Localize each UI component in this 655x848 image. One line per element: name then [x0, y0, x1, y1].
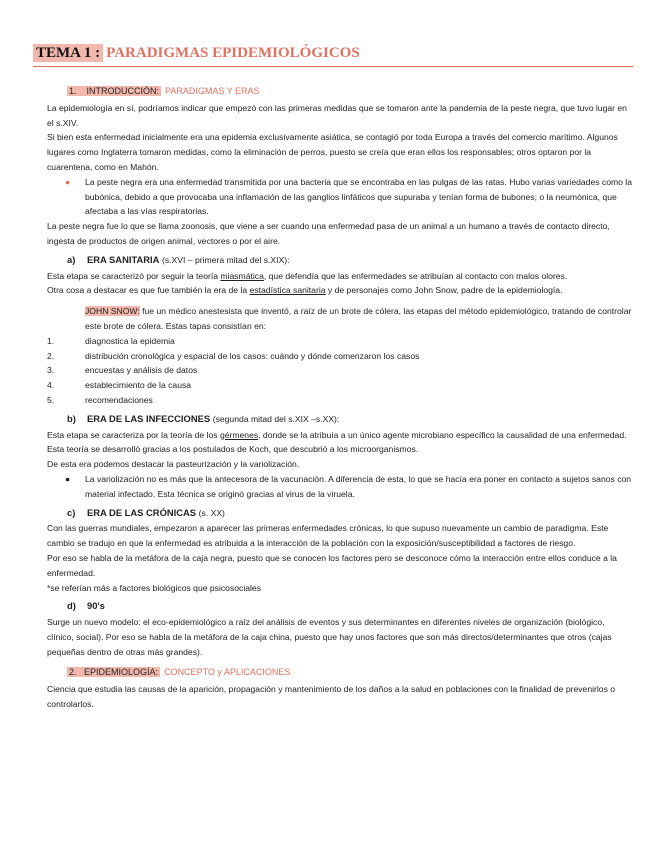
bullet-list — [47, 175, 632, 219]
section-2-heading — [67, 665, 632, 680]
era-c-note: (s. XX) — [198, 507, 225, 518]
section-1-number: 1. — [69, 86, 77, 96]
text-run: , que defendía que las enfermedades se atribuían al contacto con malos olores. — [263, 270, 568, 281]
paragraph: La epidemiología en sí, podríamos indicar que empezó con las primeras medidas que se tomaron ante la pandemia de la peste negra, que tuvo lugar en el s.XIV. — [47, 102, 627, 128]
era-d-heading — [67, 599, 632, 614]
step-text: recomendaciones — [85, 394, 153, 405]
bullet-list — [47, 472, 632, 502]
list-item — [47, 393, 632, 408]
text-run: fue un médico anestesista que inventó, a raíz de un brote de cólera, las etapas del método epidemiológico, tratando de controlar este brote de cólera. Estas tapas consistían en: — [85, 306, 632, 331]
era-a-heading — [67, 253, 632, 268]
list-item — [47, 472, 632, 502]
paragraph: Con las guerras mundiales, empezaron a aparecer las primeras enfermedades crónicas, lo que supuso nuevamente un cambio de paradigma. Este cambio se tradujo en que la enfermedad es atribuida a la interacción de la población con la exposición/susceptibilidad a factores de riesgo. — [47, 523, 609, 549]
step-number: 2. — [47, 350, 55, 361]
era-b-name: ERA DE LAS INFECCIONES — [87, 412, 211, 424]
era-b-note: (segunda mitad del s.XIX –s.XX): — [212, 413, 340, 424]
paragraph: De esta era podemos destacar la pasteurización y la variolización. — [47, 459, 300, 470]
list-item — [47, 334, 632, 349]
underlined-term: gérmenes — [219, 429, 259, 440]
section-2-label: EPIDEMIOLOGÍA: — [84, 667, 159, 678]
text-run: y de personajes como John Snow, padre de la epidemiología. — [325, 285, 563, 296]
step-number: 3. — [47, 365, 55, 376]
era-d-letter: d) — [67, 600, 76, 612]
step-text: distribución cronológica y espacial de los casos: cuándo y dónde comenzaron los casos — [85, 350, 420, 361]
text-run: Esta etapa se caracterizó por seguir la teoría — [47, 270, 221, 281]
era-b-heading — [67, 412, 632, 427]
title-text: PARADIGMAS EPIDEMIOLÓGICOS — [106, 45, 360, 61]
step-number: 5. — [47, 394, 55, 405]
title-badge: TEMA 1 : — [33, 44, 103, 62]
list-item — [47, 349, 632, 364]
step-text: diagnostica la epidemia — [85, 335, 175, 346]
text-run: , donde se la atribuía a un único agente microbiano específico la causalidad de una enfermedad. Esta teoría se desarrolló gracias a los postulados de Koch, que descubrió a los microorganismos. — [47, 429, 627, 455]
paragraph: *se referían más a factores biológicos que psicosociales — [47, 582, 262, 593]
john-snow-highlight: JOHN SNOW: — [85, 306, 140, 317]
era-c-heading — [67, 506, 632, 521]
era-c-letter: c) — [67, 506, 76, 518]
era-c-name: ERA DE LAS CRÓNICAS — [87, 506, 197, 518]
era-d-name: 90's — [87, 600, 105, 612]
paragraph — [47, 428, 632, 458]
era-a-name: ERA SANITARIA — [87, 253, 160, 265]
list-item-text: La variolización no es más que la antecesora de la vacunación. A diferencia de esta, lo que se hacía era poner en contacto a sujetos sanos con material infectado. Esta técnica se originó gracias al virus de la viruela. — [85, 473, 632, 499]
list-item — [47, 378, 632, 393]
paragraph: Surge un nuevo modelo: el eco-epidemiológico a raíz del análisis de eventos y sus determinantes en diferentes niveles de organización (biológico, clínico, social). Por eso se habla de la metáfora de la caja china, puesto que hay unos factores que son más directos/determinantes que otros (cajas pequeñas dentro de otras más grandes). — [47, 617, 612, 657]
section-1-accent: PARADIGMAS Y ERAS — [165, 86, 260, 96]
era-a-letter: a) — [67, 253, 76, 265]
section-2-label-highlight — [67, 667, 160, 677]
paragraph — [47, 283, 632, 298]
step-text: establecimiento de la causa — [85, 380, 192, 391]
section-2-accent: CONCEPTO y APLICACIONES — [164, 667, 291, 678]
section-1-label: INTRODUCCIÓN: — [86, 86, 160, 96]
bullet-icon: ● — [65, 473, 71, 484]
document-body — [47, 84, 632, 712]
underlined-term: estadística sanitaria — [249, 285, 326, 296]
list-item — [47, 175, 632, 219]
text-run: Otra cosa a destacar es que fue también la era de la — [47, 285, 250, 296]
document-title — [33, 44, 633, 67]
section-1-heading — [67, 84, 632, 99]
method-steps-list — [47, 334, 632, 408]
step-number: 4. — [47, 380, 55, 391]
john-snow-paragraph — [47, 304, 632, 334]
list-item — [47, 363, 632, 378]
step-text: encuestas y análisis de datos — [85, 365, 198, 376]
paragraph: La peste negra fue lo que se llama zoonosis, que viene a ser cuando una enfermedad pasa de un animal a un humano a través de contacto directo, ingesta de productos de origen animal, vectores o por el aire. — [47, 221, 610, 246]
era-b-letter: b) — [67, 412, 76, 424]
bullet-icon: ● — [65, 176, 71, 187]
step-number: 1. — [47, 335, 55, 346]
paragraph — [47, 269, 632, 284]
section-1-label-highlight — [67, 86, 161, 96]
paragraph: Ciencia que estudia las causas de la aparición, propagación y mantenimiento de los daños a la salud en poblaciones con la finalidad de prevenirlos o controlarlos. — [47, 684, 616, 710]
paragraph: Por eso se habla de la metáfora de la caja negra, puesto que se conocen los factores pero se desconoce cómo la interacción entre ellos conduce a la enfermedad. — [47, 552, 617, 578]
underlined-term: miasmática — [220, 270, 264, 281]
paragraph: Si bien esta enfermedad inicialmente era una epidemia exclusivamente asiática, se contagió por toda Europa a través del comercio marítimo. Algunos lugares como Inglaterra tomaron medidas, como la eliminación de perros, puesto se creía que eran ellos los responsables; otros optaron por la cuarentena, como en Mahón. — [47, 132, 618, 172]
text-run: Esta etapa se caracteriza por la teoría de los — [47, 429, 220, 440]
section-2-number: 2. — [69, 667, 77, 678]
era-a-note: (s.XVI – primera mitad del s.XIX): — [162, 254, 290, 265]
list-item-text: La peste negra era una enfermedad transmitida por una bacteria que se encontraba en las pulgas de las ratas. Hubo varias variedades como la bubónica, debido a que provocaba una inflamación de las ganglios linfáticos que supuraba y tenían forma de bubones; o la neumónica, que afectaba a las vías respiratorias. — [85, 176, 632, 217]
